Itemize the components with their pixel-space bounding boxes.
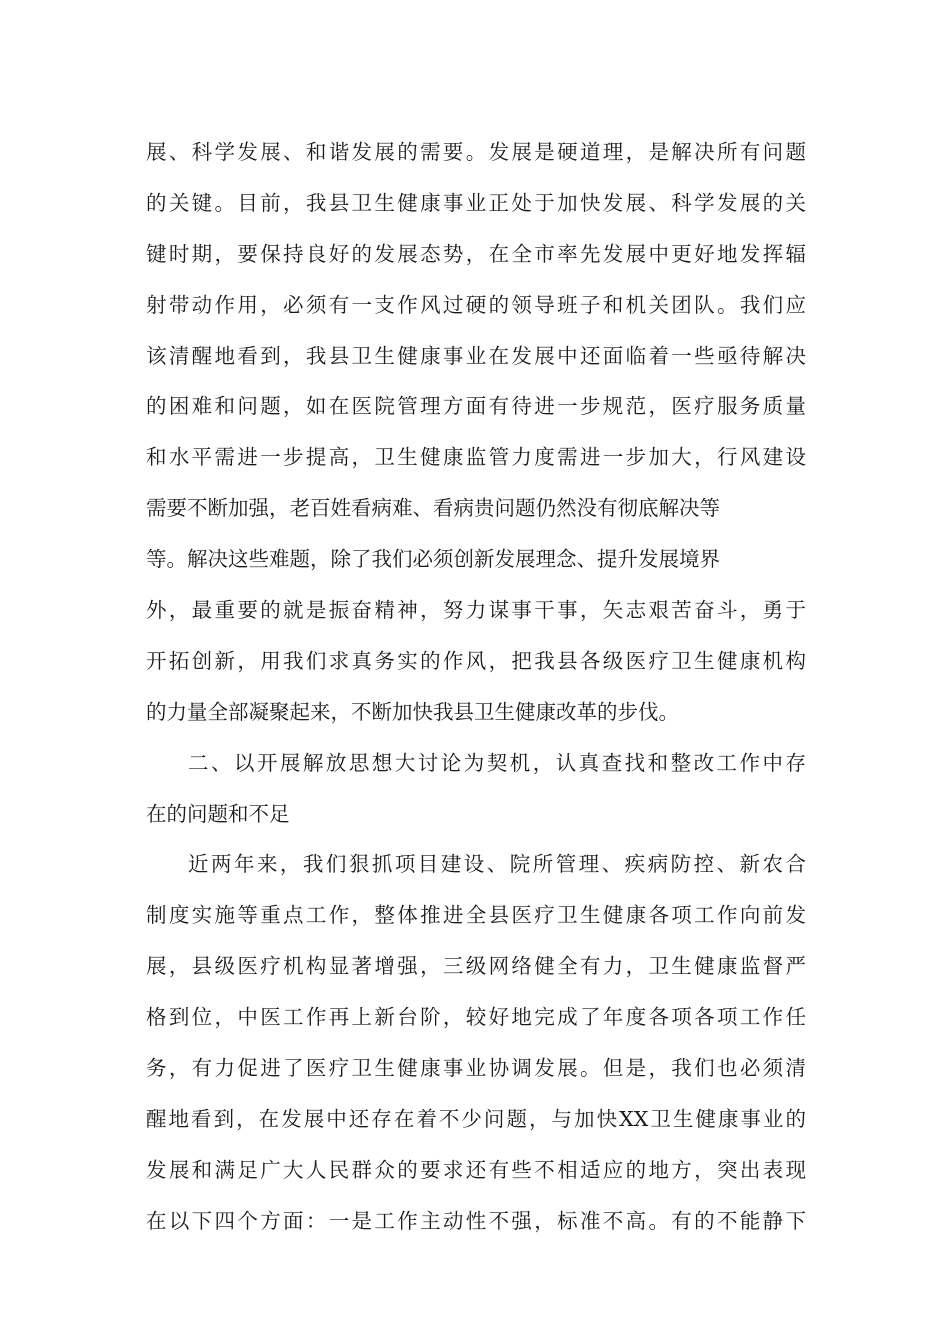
text-line: 醒地看到，在发展中还存在着不少问题，与加快XX卫生健康事业的 xyxy=(146,1106,806,1131)
text-line: 键时期，要保持良好的发展态势，在全市率先发展中更好地发挥辐 xyxy=(146,241,806,266)
body-text xyxy=(146,127,806,1247)
text-line: 和水平需进一步提高，卫生健康监管力度需进一步加大，行风建设 xyxy=(146,445,806,470)
text-line: 该清醒地看到，我县卫生健康事业在发展中还面临着一些亟待解决 xyxy=(146,343,806,368)
text-line: 发展和满足广大人民群众的要求还有些不相适应的地方，突出表现 xyxy=(146,1157,806,1182)
text-line: 二、以开展解放思想大讨论为契机，认真查找和整改工作中存 xyxy=(188,750,806,775)
text-line: 的关键。目前，我县卫生健康事业正处于加快发展、科学发展的关 xyxy=(146,190,806,215)
text-line: 近两年来，我们狠抓项目建设、院所管理、疾病防控、新农合 xyxy=(188,852,806,877)
text-line: 外，最重要的就是振奋精神，努力谋事干事，矢志艰苦奋斗，勇于 xyxy=(146,598,806,623)
text-line: 需要不断加强，老百姓看病难、看病贵问题仍然没有彻底解决等 xyxy=(146,496,720,521)
text-line: 的力量全部凝聚起来，不断加快我县卫生健康改革的步伐。 xyxy=(146,699,679,724)
text-line: 等。解决这些难题，除了我们必须创新发展理念、提升发展境界 xyxy=(146,547,720,572)
text-line: 的困难和问题，如在医院管理方面有待进一步规范，医疗服务质量 xyxy=(146,394,806,419)
text-line: 射带动作用，必须有一支作风过硬的领导班子和机关团队。我们应 xyxy=(146,292,806,317)
text-line: 制度实施等重点工作，整体推进全县医疗卫生健康各项工作向前发 xyxy=(146,903,806,928)
text-line: 开拓创新，用我们求真务实的作风，把我县各级医疗卫生健康机构 xyxy=(146,648,806,673)
text-line: 务，有力促进了医疗卫生健康事业协调发展。但是，我们也必须清 xyxy=(146,1056,806,1081)
text-line: 格到位，中医工作再上新台阶，较好地完成了年度各项各项工作任 xyxy=(146,1005,806,1030)
text-line: 展，县级医疗机构显著增强，三级网络健全有力，卫生健康监督严 xyxy=(146,954,806,979)
text-line: 在的问题和不足 xyxy=(146,801,290,826)
text-line: 展、科学发展、和谐发展的需要。发展是硬道理，是解决所有问题 xyxy=(146,140,806,164)
text-line: 在以下四个方面：一是工作主动性不强，标准不高。有的不能静下 xyxy=(146,1208,806,1233)
